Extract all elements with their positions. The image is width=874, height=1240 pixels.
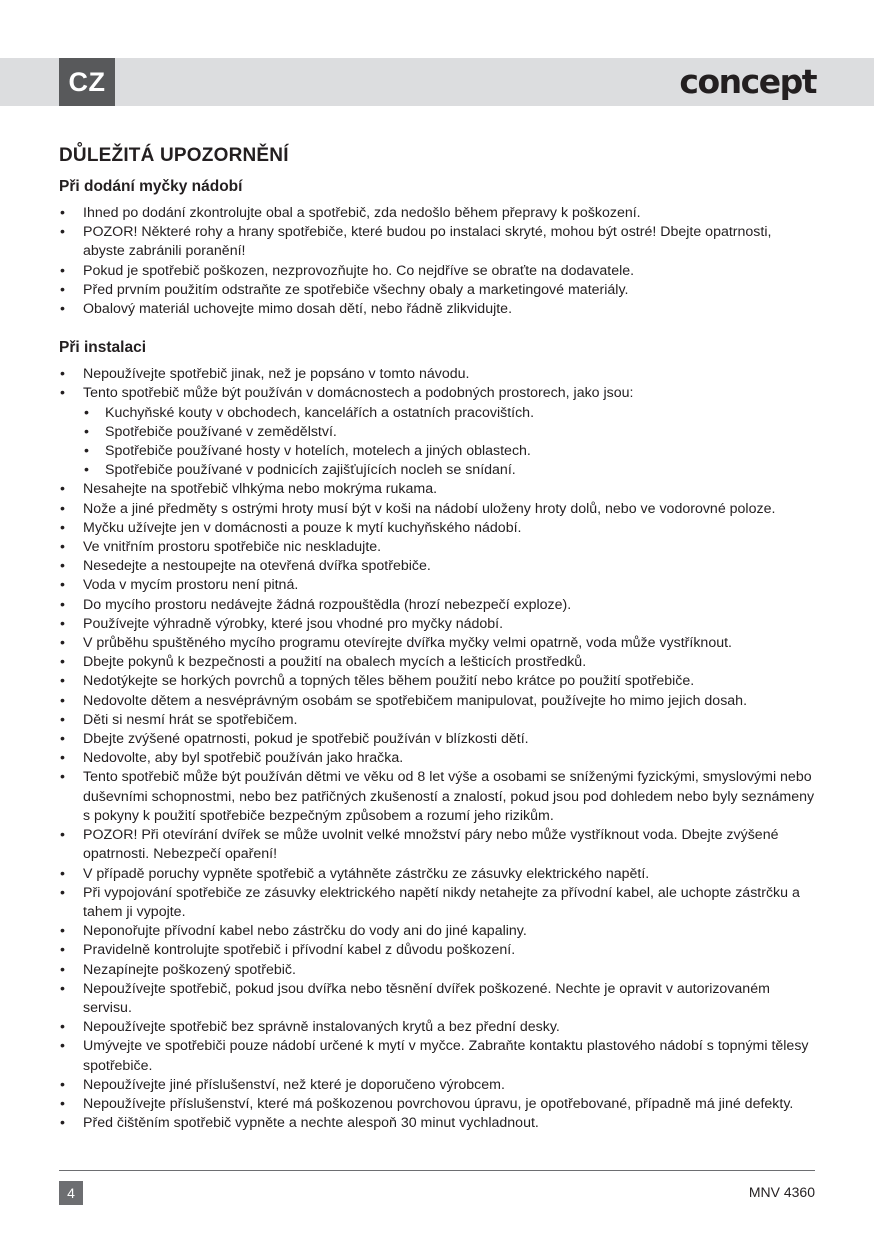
model-number: MNV 4360	[748, 1184, 815, 1200]
list-item: • Ihned po dodání zkontrolujte obal a spotřebič, zda nedošlo během přepravy k poškození.	[59, 204, 817, 223]
list-item: • Nezapínejte poškozený spotřebič.	[59, 961, 817, 980]
section-heading-delivery: Při dodání myčky nádobí	[59, 178, 243, 195]
list-item: • Neponořujte přívodní kabel nebo zástrčku do vody ani do jiné kapaliny.	[59, 922, 817, 941]
sub-list-item: • Kuchyňské kouty v obchodech, kancelářích a ostatních pracovištích.	[83, 404, 817, 423]
list-item: • Nesedejte a nestoupejte na otevřená dvířka spotřebiče.	[59, 557, 817, 576]
list-item: • Do mycího prostoru nedávejte žádná rozpouštědla (hrozí nebezpečí exploze).	[59, 596, 817, 615]
page-number: 4	[59, 1181, 83, 1205]
list-item: • Nože a jiné předměty s ostrými hroty musí být v koši na nádobí uloženy hroty dolů, nebo ve vodorovné poloze.	[59, 500, 817, 519]
list-item: • Voda v mycím prostoru není pitná.	[59, 576, 817, 595]
sub-list-item: • Spotřebiče používané v zemědělství.	[83, 423, 817, 442]
list-item: • POZOR! Některé rohy a hrany spotřebiče, které budou po instalaci skryté, mohou být ostré! Dbejte opatrnosti, abyste zabránili poranění!	[59, 223, 817, 261]
delivery-list	[59, 204, 817, 319]
list-item: • Nepoužívejte spotřebič jinak, než je popsáno v tomto návodu.	[59, 365, 817, 384]
list-item: • Nepoužívejte spotřebič bez správně instalovaných krytů a bez přední desky.	[59, 1018, 817, 1037]
list-item: • Ve vnitřním prostoru spotřebiče nic neskladujte.	[59, 538, 817, 557]
list-item: • Nedovolte, aby byl spotřebič používán jako hračka.	[59, 749, 817, 768]
list-item: • Dbejte pokynů k bezpečnosti a použití na obalech mycích a lešticích prostředků.	[59, 653, 817, 672]
section-heading-installation: Při instalaci	[59, 339, 147, 357]
list-item: • V průběhu spuštěného mycího programu otevírejte dvířka myčky velmi opatrně, voda může vystříknout.	[59, 634, 817, 653]
brand-logo: concept	[679, 61, 816, 101]
list-item: • Nepoužívejte příslušenství, které má poškozenou povrchovou úpravu, je opotřebované, případně má jiné defekty.	[59, 1095, 817, 1114]
list-item: • POZOR! Při otevírání dvířek se může uvolnit velké množství páry nebo může vystříknout voda. Dbejte zvýšené opatrnosti. Nebezpečí opaření!	[59, 826, 817, 864]
list-item: • Nepoužívejte jiné příslušenství, než které je doporučeno výrobcem.	[59, 1076, 817, 1095]
list-item: • V případě poruchy vypněte spotřebič a vytáhněte zástrčku ze zásuvky elektrického napětí.	[59, 865, 817, 884]
list-item: • Tento spotřebič může být používán dětmi ve věku od 8 let výše a osobami se sníženými fyzickými, smyslovými nebo duševními schopnostmi, nebo bez patřičných zkušeností a znalostí, pokud jsou pod dohledem nebo byly seznámeny s pokyny k použití spotřebiče bezpečným způsobem a rozumí jeho rizikům.	[59, 768, 817, 826]
list-item: • Pravidelně kontrolujte spotřebič i přívodní kabel z důvodu poškození.	[59, 941, 817, 960]
page-title: DŮLEŽITÁ UPOZORNĚNÍ	[59, 145, 289, 166]
list-item	[59, 384, 817, 480]
installation-list	[59, 365, 817, 1133]
list-item: • Nesahejte na spotřebič vlhkýma nebo mokrýma rukama.	[59, 480, 817, 499]
sub-list-item: • Spotřebiče používané hosty v hotelích, motelech a jiných oblastech.	[83, 442, 817, 461]
list-item: • Pokud je spotřebič poškozen, nezprovozňujte ho. Co nejdříve se obraťte na dodavatele.	[59, 262, 817, 281]
list-item: • Při vypojování spotřebiče ze zásuvky elektrického napětí nikdy netahejte za přívodní kabel, ale uchopte zástrčku a tahem ji vypojte.	[59, 884, 817, 922]
list-item: • Myčku užívejte jen v domácnosti a pouze k mytí kuchyňského nádobí.	[59, 519, 817, 538]
list-item-text: Tento spotřebič může být používán v domácnostech a podobných prostorech, jako jsou:	[83, 385, 634, 402]
list-item: • Před čištěním spotřebič vypněte a nechte alespoň 30 minut vychladnout.	[59, 1114, 817, 1133]
language-badge: CZ	[59, 58, 115, 106]
list-item: • Dbejte zvýšené opatrnosti, pokud je spotřebič používán v blízkosti dětí.	[59, 730, 817, 749]
sub-list	[83, 404, 817, 481]
list-item: • Děti si nesmí hrát se spotřebičem.	[59, 711, 817, 730]
sub-list-item: • Spotřebiče používané v podnicích zajišťujících nocleh se snídaní.	[83, 461, 817, 480]
list-item: • Před prvním použitím odstraňte ze spotřebiče všechny obaly a marketingové materiály.	[59, 281, 817, 300]
footer-divider	[59, 1170, 815, 1171]
document-body	[59, 143, 817, 1133]
list-item: • Umývejte ve spotřebiči pouze nádobí určené k mytí v myčce. Zabraňte kontaktu plastového nádobí s topnými tělesy spotřebiče.	[59, 1037, 817, 1075]
list-item: • Nedotýkejte se horkých povrchů a topných těles během použití nebo krátce po použití spotřebiče.	[59, 672, 817, 691]
list-item: • Nedovolte dětem a nesvéprávným osobám se spotřebičem manipulovat, používejte ho mimo jejich dosah.	[59, 692, 817, 711]
list-item: • Nepoužívejte spotřebič, pokud jsou dvířka nebo těsnění dvířek poškozené. Nechte je opravit v autorizovaném servisu.	[59, 980, 817, 1018]
list-item: • Obalový materiál uchovejte mimo dosah dětí, nebo řádně zlikvidujte.	[59, 300, 817, 319]
list-item: • Používejte výhradně výrobky, které jsou vhodné pro myčky nádobí.	[59, 615, 817, 634]
